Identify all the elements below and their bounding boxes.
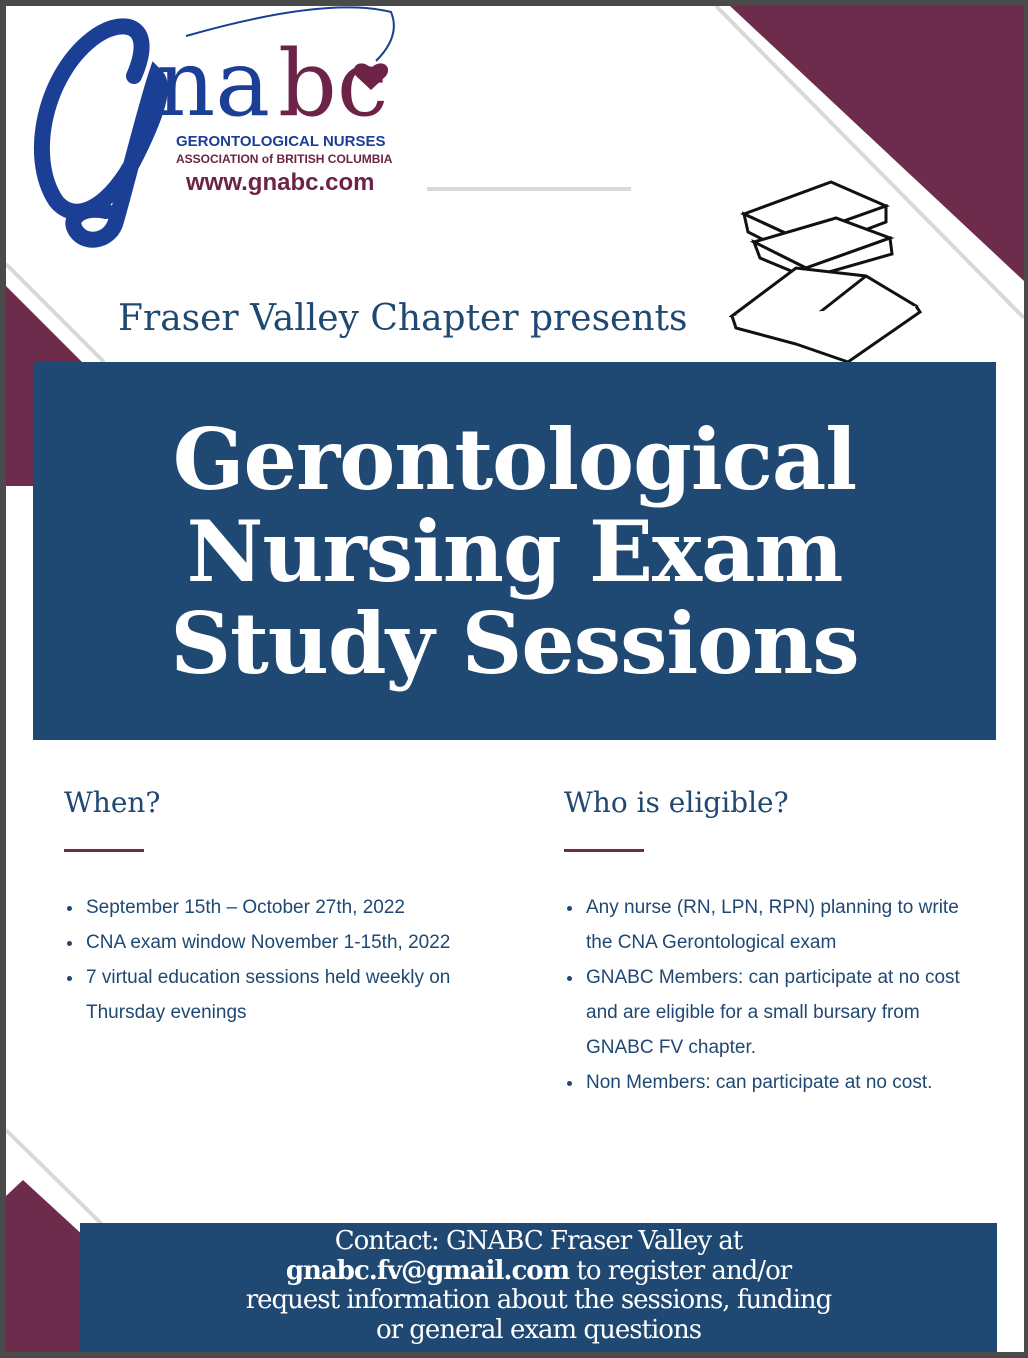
logo-letters-na: na xyxy=(156,30,271,137)
logo-url: www.gnabc.com xyxy=(186,169,375,196)
contact-banner xyxy=(80,1223,997,1352)
flyer-page xyxy=(6,6,1024,1352)
title-line-2: Nursing Exam xyxy=(186,502,843,601)
left-triangle xyxy=(6,286,82,362)
when-heading: When? xyxy=(64,786,161,819)
when-section xyxy=(64,786,464,1030)
title-line-1: Gerontological xyxy=(172,410,857,509)
contact-email-link[interactable]: gnabc.fv@gmail.com xyxy=(285,1255,570,1286)
eligible-section xyxy=(564,786,984,1100)
logo-line1: GERONTOLOGICAL NURSES xyxy=(176,133,386,150)
eligible-item: • GNABC Members: can participate at no cost and are eligible for a small bursary from GNABC FV chapter. xyxy=(584,960,984,1065)
books-icon xyxy=(732,182,920,362)
contact-line3: request information about the sessions, funding xyxy=(245,1285,832,1315)
contact-line4: or general exam questions xyxy=(375,1314,702,1345)
logo-letter-g-icon xyxy=(42,26,160,239)
eligible-heading: Who is eligible? xyxy=(564,786,789,819)
contact-line1: Contact: GNABC Fraser Valley at xyxy=(334,1226,743,1256)
when-item: • CNA exam window November 1-15th, 2022 xyxy=(84,925,464,960)
logo-letters-bc: bc xyxy=(278,30,389,137)
title-line-3: Study Sessions xyxy=(170,594,859,693)
contact-line2: to register and/or xyxy=(569,1255,792,1286)
when-item: • 7 virtual education sessions held weekly on Thursday evenings xyxy=(84,960,464,1030)
eligible-item: • Non Members: can participate at no cost. xyxy=(584,1065,984,1100)
eligible-rule xyxy=(564,849,644,852)
presents-heading: Fraser Valley Chapter presents xyxy=(118,298,688,339)
gnabc-logo xyxy=(16,6,436,251)
eligible-item: • Any nurse (RN, LPN, RPN) planning to write the CNA Gerontological exam xyxy=(584,890,984,960)
when-rule xyxy=(64,849,144,852)
title-banner xyxy=(33,362,996,740)
when-item: • September 15th – October 27th, 2022 xyxy=(84,890,464,925)
logo-line2: ASSOCIATION of BRITISH COLUMBIA xyxy=(176,152,393,166)
